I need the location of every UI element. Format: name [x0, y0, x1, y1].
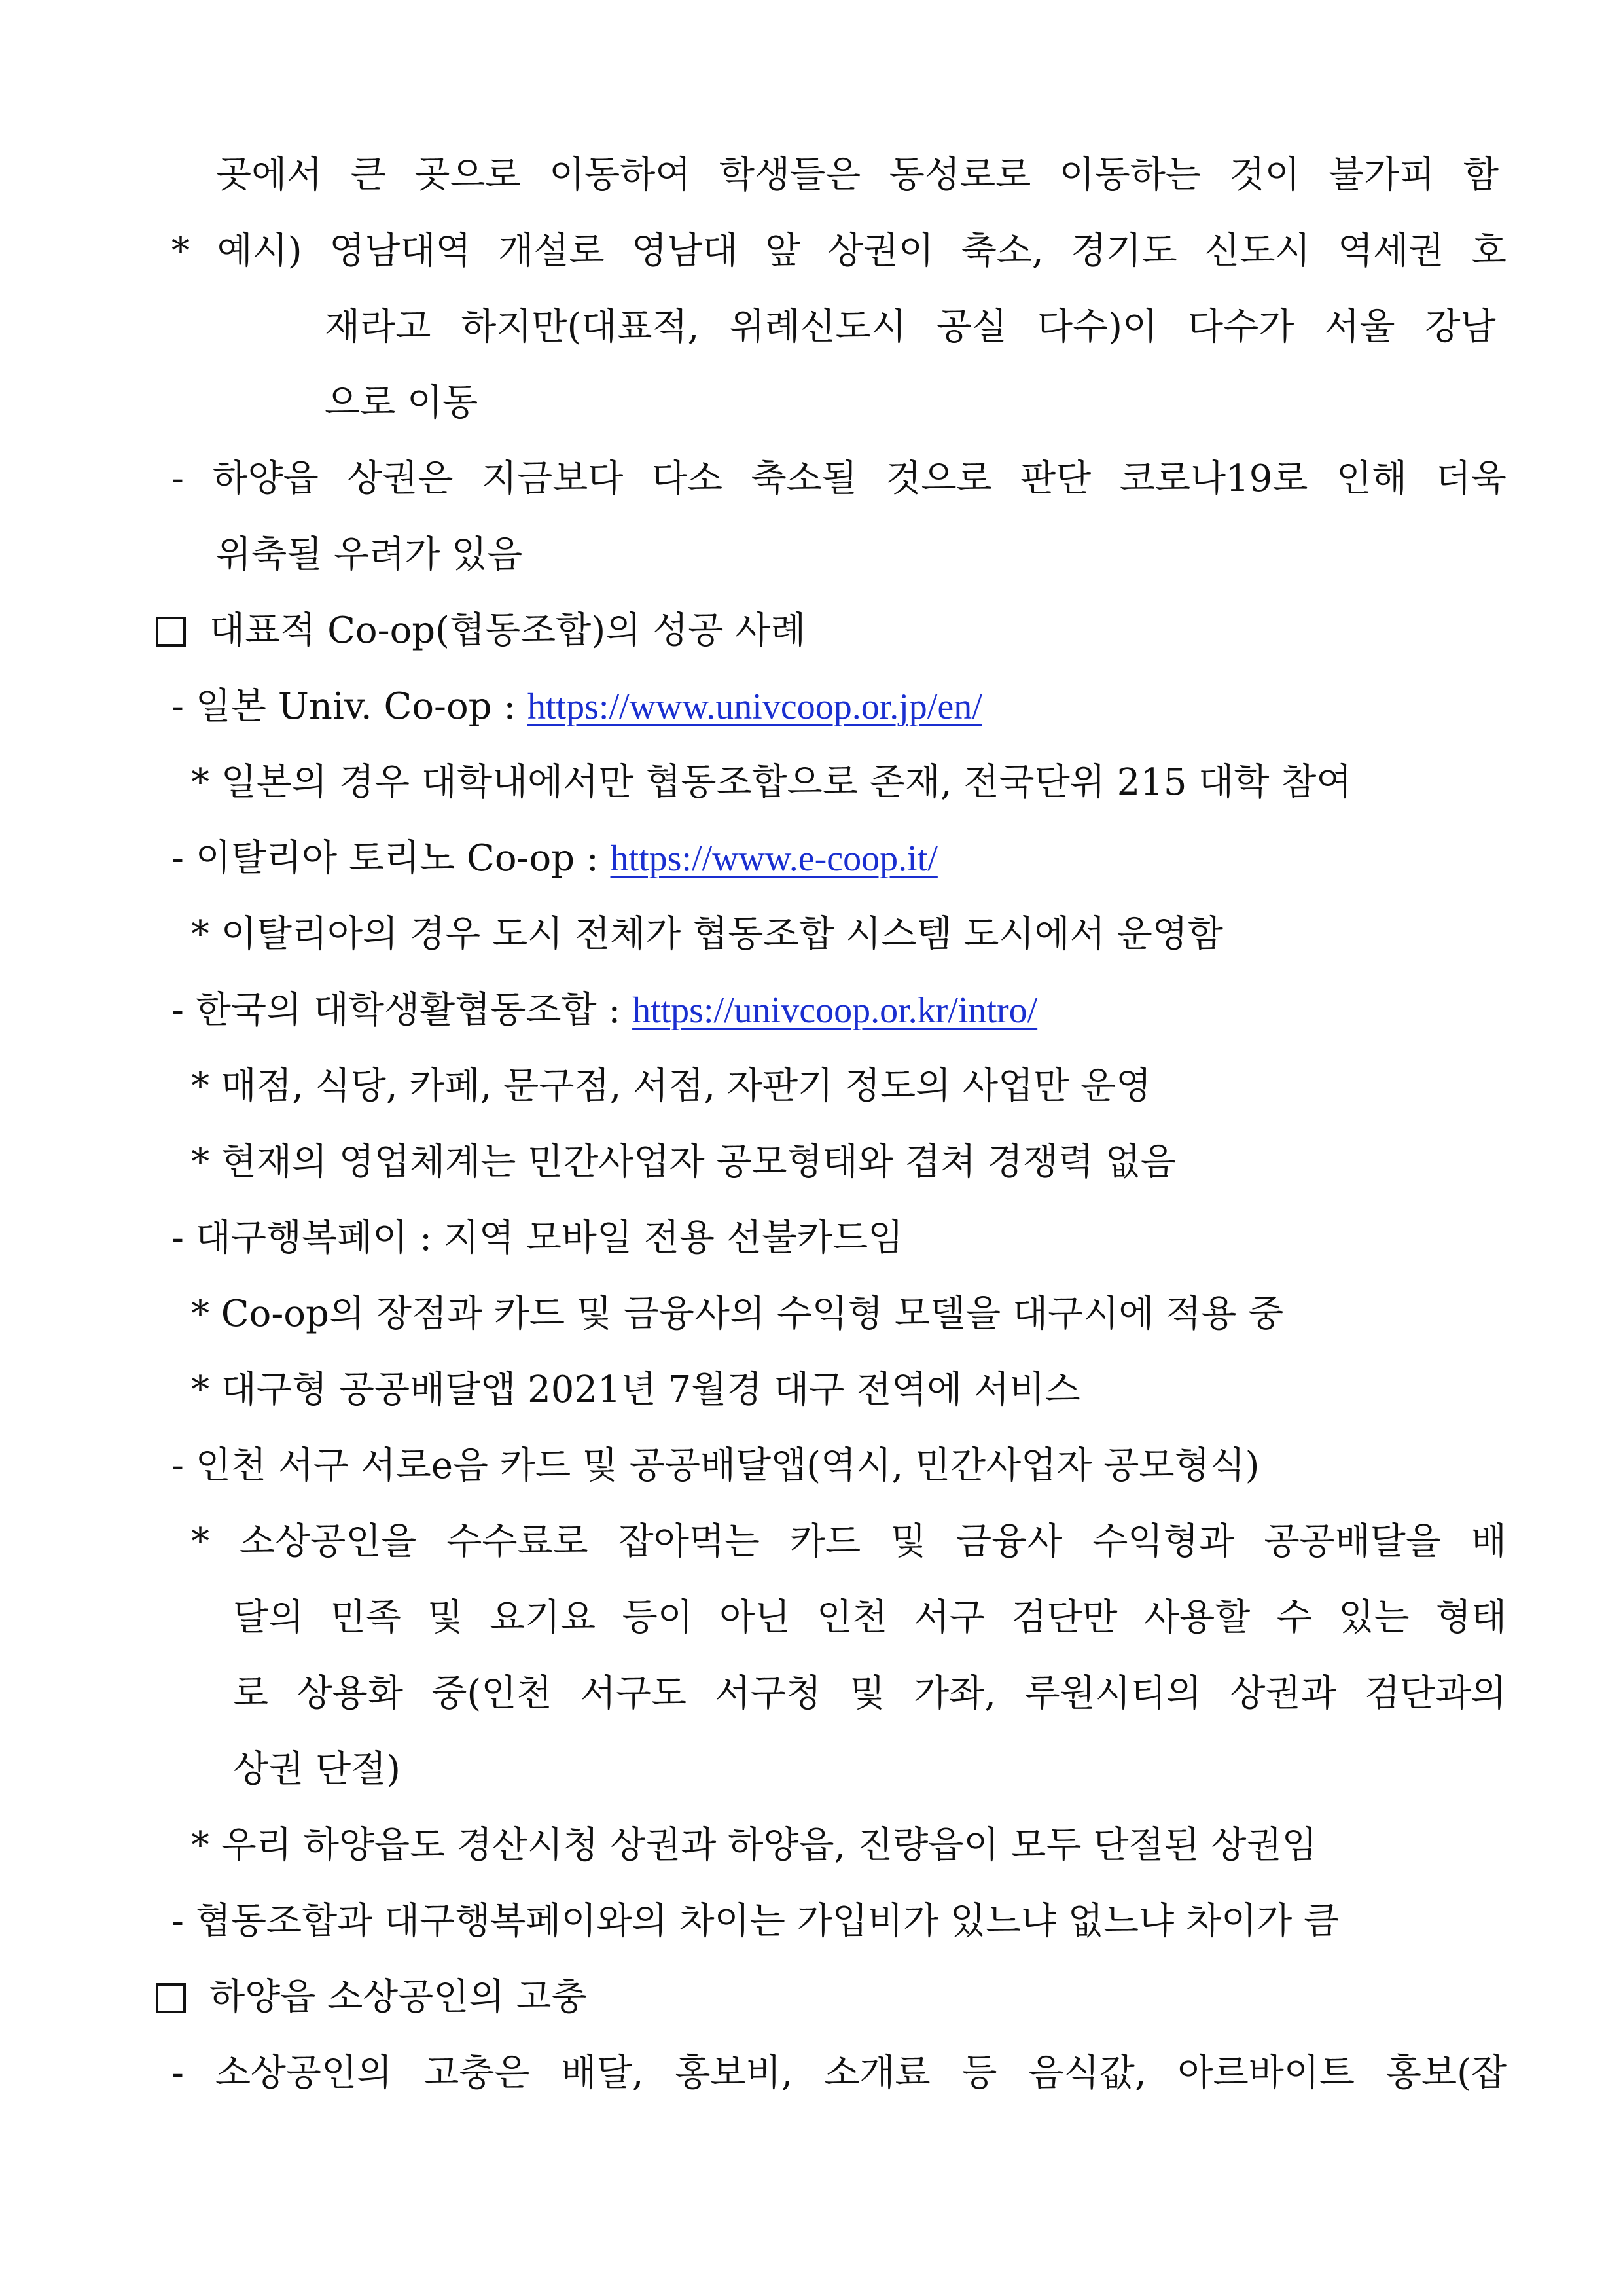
checkbox-square-icon: [156, 1983, 186, 2013]
text-line-3: 재라고 하지만(대표적, 위례신도시 공실 다수)이 다수가 서울 강남: [325, 306, 1496, 348]
section-heading-merchants-text: 하양읍 소상공인의 고충: [209, 1976, 587, 2018]
checkbox-square-icon: [156, 617, 186, 647]
korea-coop-label: - 한국의 대학생활협동조합 :: [171, 989, 633, 1031]
text-line-19: * 소상공인을 수수료로 잡아먹는 카드 및 금융사 수익형과 공공배달을 배: [191, 1520, 1507, 1563]
text-line-6: 위축될 우려가 있음: [216, 533, 523, 576]
text-line-24: - 협동조합과 대구행복페이와의 차이는 가입비가 있느냐 없느냐 차이가 큼: [171, 1900, 1340, 1943]
korea-coop-link[interactable]: https://univcoop.or.kr/intro/: [632, 990, 1038, 1031]
text-line-4: 으로 이동: [325, 382, 478, 424]
text-line-16: * Co-op의 장점과 카드 및 금융사의 수익형 모델을 대구시에 적용 중: [191, 1293, 1284, 1335]
text-line-1: 곳에서 큰 곳으로 이동하여 학생들은 동성로로 이동하는 것이 불가피 함: [216, 154, 1499, 196]
text-line-5: - 하양읍 상권은 지금보다 다소 축소될 것으로 판단 코로나19로 인해 더욱: [171, 457, 1507, 500]
text-line-17: * 대구형 공공배달앱 2021년 7월경 대구 전역에 서비스: [191, 1369, 1080, 1411]
italy-coop-label: - 이탈리아 토리노 Co-op :: [171, 837, 611, 880]
text-line-11: * 이탈리아의 경우 도시 전체가 협동조합 시스템 도시에서 운영함: [191, 913, 1223, 956]
text-line-23: * 우리 하양읍도 경산시청 상권과 하양읍, 진량읍이 모두 단절된 상권임: [191, 1824, 1317, 1867]
text-line-2: * 예시) 영남대역 개설로 영남대 앞 상권이 축소, 경기도 신도시 역세권 호: [171, 230, 1507, 272]
text-line-21: 로 상용화 중(인천 서구도 서구청 및 가좌, 루원시티의 상권과 검단과의: [233, 1672, 1507, 1715]
section-heading-coop-text: 대표적 Co-op(협동조합)의 성공 사례: [209, 609, 806, 652]
text-line-9: * 일본의 경우 대학내에서만 협동조합으로 존재, 전국단위 215 대학 참여: [191, 761, 1352, 804]
text-line-18: - 인천 서구 서로e음 카드 및 공공배달앱(역시, 민간사업자 공모형식): [171, 1444, 1260, 1487]
text-line-14: * 현재의 영업체계는 민간사업자 공모형태와 겹쳐 경쟁력 없음: [191, 1141, 1177, 1183]
text-line-korea-coop: [171, 984, 1037, 1037]
text-line-22: 상권 단절): [233, 1748, 401, 1791]
text-line-13: * 매점, 식당, 카페, 문구점, 서점, 자판기 정도의 사업만 운영: [191, 1065, 1152, 1107]
japan-coop-label: - 일본 Univ. Co-op :: [171, 685, 527, 728]
text-line-26: - 소상공인의 고충은 배달, 홍보비, 소개료 등 음식값, 아르바이트 홍보(잡: [171, 2052, 1507, 2094]
section-heading-coop: [156, 605, 806, 657]
italy-coop-link[interactable]: https://www.e-coop.it/: [610, 838, 938, 879]
section-heading-merchants: [156, 1971, 587, 2024]
japan-coop-link[interactable]: https://www.univcoop.or.jp/en/: [527, 687, 982, 727]
text-line-20: 달의 민족 및 요기요 등이 아닌 인천 서구 검단만 사용할 수 있는 형태: [233, 1596, 1507, 1639]
text-line-japan-coop: [171, 681, 982, 733]
text-line-italy-coop: [171, 833, 938, 885]
text-line-15: - 대구행복페이 : 지역 모바일 전용 선불카드임: [171, 1217, 904, 1259]
